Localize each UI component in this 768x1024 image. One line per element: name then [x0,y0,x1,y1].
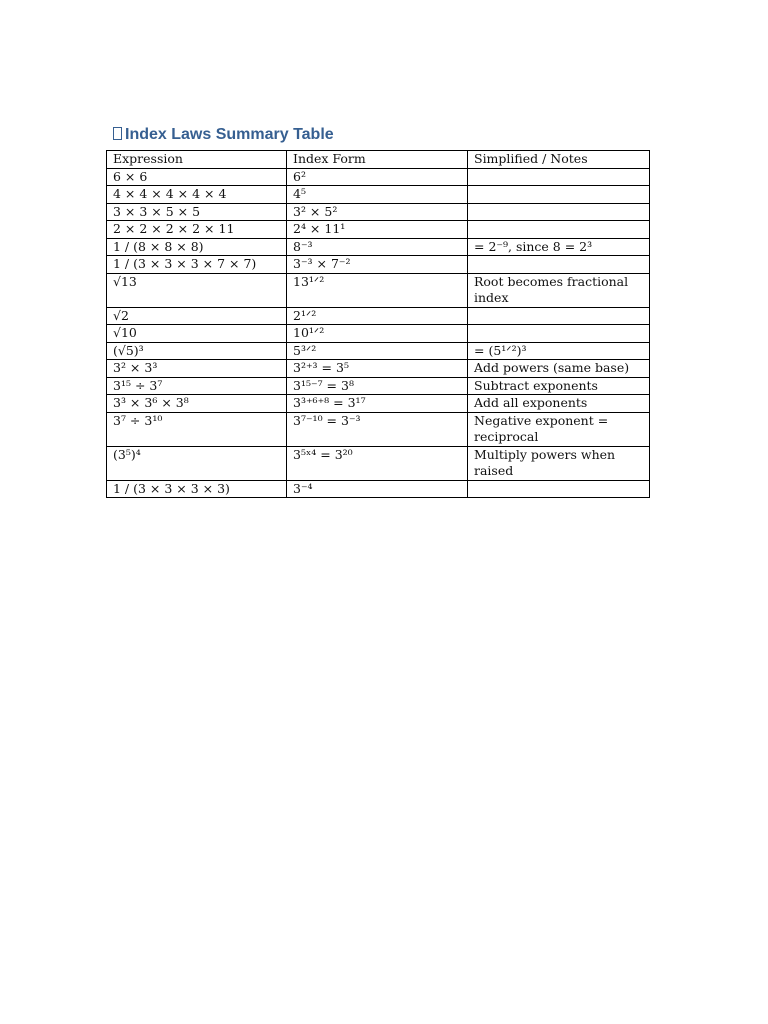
table-row [107,168,650,186]
notes-cell: = 2⁻⁹, since 8 = 2³ [468,238,650,256]
document-heading [113,124,334,146]
index-form-cell: 3⁻³ × 7⁻² [287,256,468,274]
table-row [107,186,650,204]
heading-title: Index Laws Summary Table [125,126,334,143]
notes-cell [468,480,650,498]
notes-cell: Multiply powers when raised [468,446,650,480]
index-form-cell: 10¹ᐟ² [287,325,468,343]
notes-cell [468,256,650,274]
column-header-notes: Simplified / Notes [468,151,650,169]
column-header-expression: Expression [107,151,287,169]
index-form-cell: 3³⁺⁶⁺⁸ = 3¹⁷ [287,395,468,413]
table-body [107,168,650,498]
notes-cell [468,203,650,221]
expression-cell: 4 × 4 × 4 × 4 × 4 [107,186,287,204]
expression-cell: √13 [107,273,287,307]
table-header-row [107,151,650,169]
expression-cell: (√5)³ [107,342,287,360]
expression-cell: 1 / (3 × 3 × 3 × 3) [107,480,287,498]
notes-cell [468,325,650,343]
table-row [107,395,650,413]
table-row [107,238,650,256]
notes-cell: = (5¹ᐟ²)³ [468,342,650,360]
index-form-cell: 8⁻³ [287,238,468,256]
expression-cell: √10 [107,325,287,343]
index-form-cell: 2¹ᐟ² [287,307,468,325]
index-form-cell: 13¹ᐟ² [287,273,468,307]
notes-cell: Root becomes fractional index [468,273,650,307]
notes-cell: Negative exponent = reciprocal [468,412,650,446]
index-form-cell: 3²⁺³ = 3⁵ [287,360,468,378]
table-row [107,307,650,325]
index-form-cell: 3² × 5² [287,203,468,221]
index-form-cell: 6² [287,168,468,186]
notes-cell: Add powers (same base) [468,360,650,378]
table-row [107,256,650,274]
expression-cell: 3³ × 3⁶ × 3⁸ [107,395,287,413]
expression-cell: 1 / (8 × 8 × 8) [107,238,287,256]
table-row [107,446,650,480]
expression-cell: 3¹⁵ ÷ 3⁷ [107,377,287,395]
table-row [107,221,650,239]
table-row [107,342,650,360]
notes-cell: Subtract exponents [468,377,650,395]
notes-cell [468,168,650,186]
expression-cell: 1 / (3 × 3 × 3 × 7 × 7) [107,256,287,274]
notes-cell [468,186,650,204]
table-row [107,480,650,498]
expression-cell: 3⁷ ÷ 3¹⁰ [107,412,287,446]
index-form-cell: 2⁴ × 11¹ [287,221,468,239]
table-row [107,412,650,446]
notes-cell [468,307,650,325]
expression-cell: 2 × 2 × 2 × 2 × 11 [107,221,287,239]
table-row [107,360,650,378]
expression-cell: (3⁵)⁴ [107,446,287,480]
index-laws-table [106,150,650,498]
notes-cell [468,221,650,239]
expression-cell: 3² × 3³ [107,360,287,378]
index-form-cell: 3⁵ˣ⁴ = 3²⁰ [287,446,468,480]
index-form-cell: 3⁻⁴ [287,480,468,498]
expression-cell: 6 × 6 [107,168,287,186]
notes-cell: Add all exponents [468,395,650,413]
table-row [107,273,650,307]
table-row [107,377,650,395]
expression-cell: 3 × 3 × 5 × 5 [107,203,287,221]
index-form-cell: 5³ᐟ² [287,342,468,360]
column-header-index-form: Index Form [287,151,468,169]
table-row [107,203,650,221]
table-row [107,325,650,343]
index-form-cell: 4⁵ [287,186,468,204]
clipboard-icon [113,127,122,140]
index-form-cell: 3¹⁵⁻⁷ = 3⁸ [287,377,468,395]
expression-cell: √2 [107,307,287,325]
index-form-cell: 3⁷⁻¹⁰ = 3⁻³ [287,412,468,446]
